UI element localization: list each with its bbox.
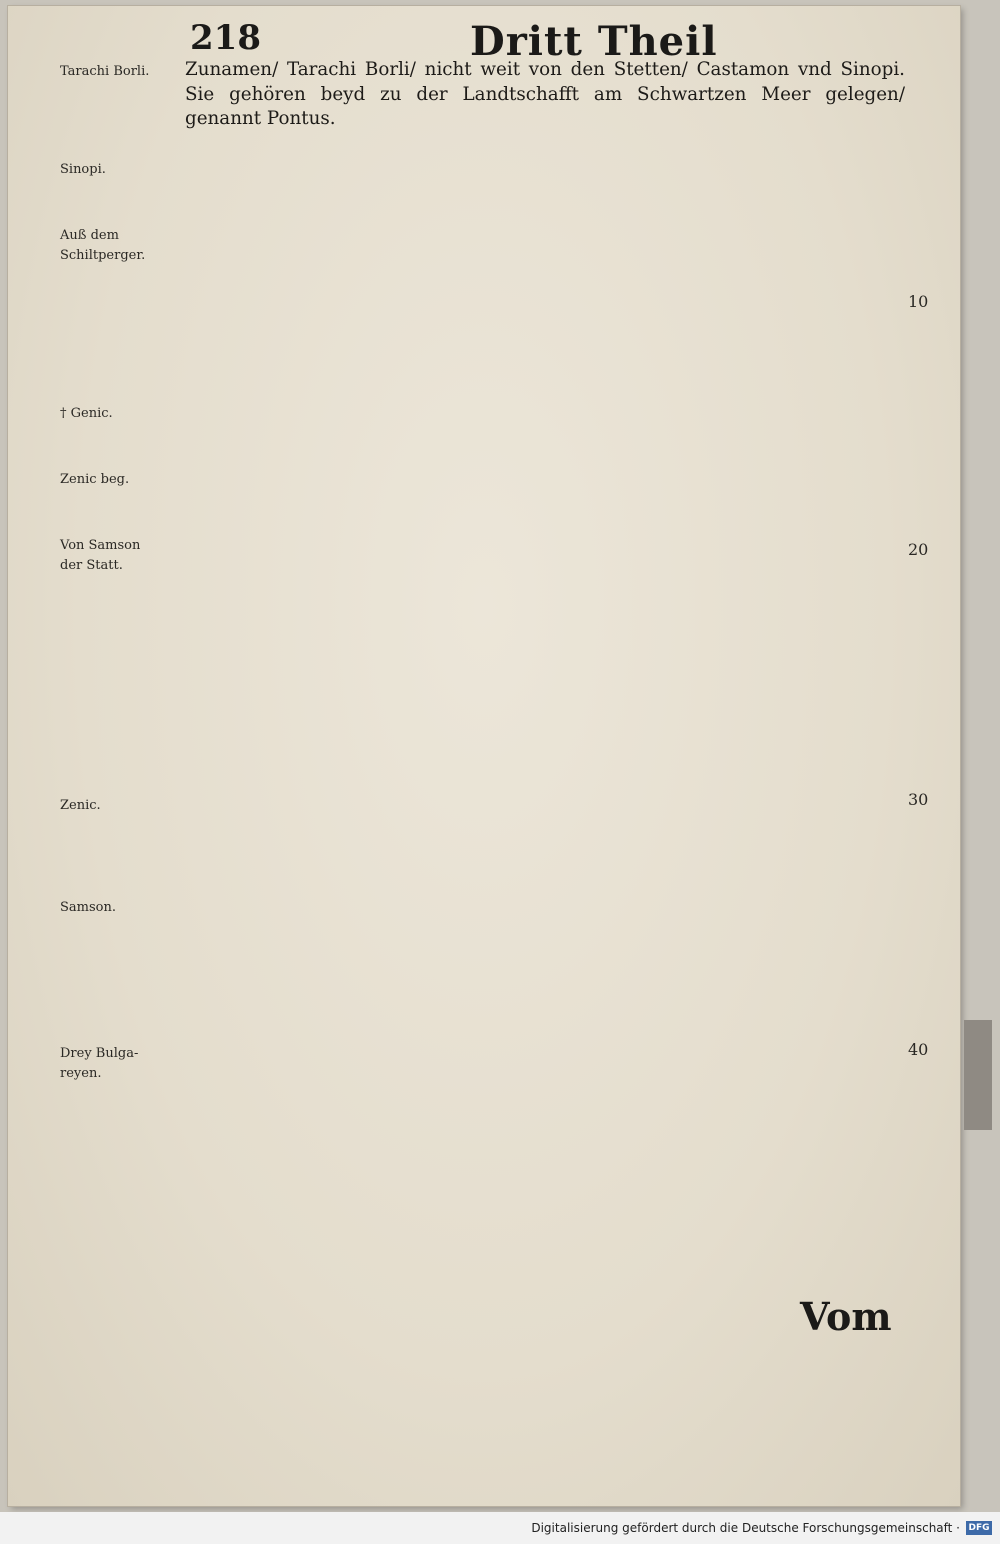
footer-credit: Digitalisierung gefördert durch die Deutsche Forschungsgemeinschaft · — [531, 1521, 960, 1535]
paragraph-1: Zunamen/ Tarachi Borli/ nicht weit von den Stetten/ Castamon vnd Sinopi. Sie gehören beyd zu der Landtschafft am Schwartzen Meer gelegen/ genannt Pontus. — [185, 59, 905, 130]
margin-note-schiltperger: Auß dem Schiltperger. — [60, 228, 146, 263]
catchword: Vom — [800, 1294, 892, 1339]
margin-note-von-samson: Von Samson der Statt. — [60, 538, 141, 573]
margin-note-zenic: Zenic. — [60, 798, 101, 813]
margin-note-tarachi: Tarachi Borli. — [60, 64, 150, 79]
margin-note-samson: Samson. — [60, 900, 116, 915]
margin-note-sinopi: Sinopi. — [60, 162, 106, 177]
line-number-10: 10 — [908, 292, 929, 311]
margin-note-zenic-beg: Zenic beg. — [60, 472, 130, 487]
dfg-logo-icon: DFG — [966, 1521, 992, 1535]
line-number-30: 30 — [908, 790, 929, 809]
line-number-40: 40 — [908, 1040, 929, 1059]
page-number: 218 — [190, 18, 261, 58]
margin-note-genic: † Genic. — [60, 406, 113, 421]
running-head: Dritt Theil — [470, 18, 718, 65]
line-number-20: 20 — [908, 540, 929, 559]
body-text — [185, 58, 905, 132]
page-tab-marker — [964, 1020, 992, 1130]
margin-note-drey-bulgareyen: Drey Bulga- reyen. — [60, 1046, 139, 1081]
